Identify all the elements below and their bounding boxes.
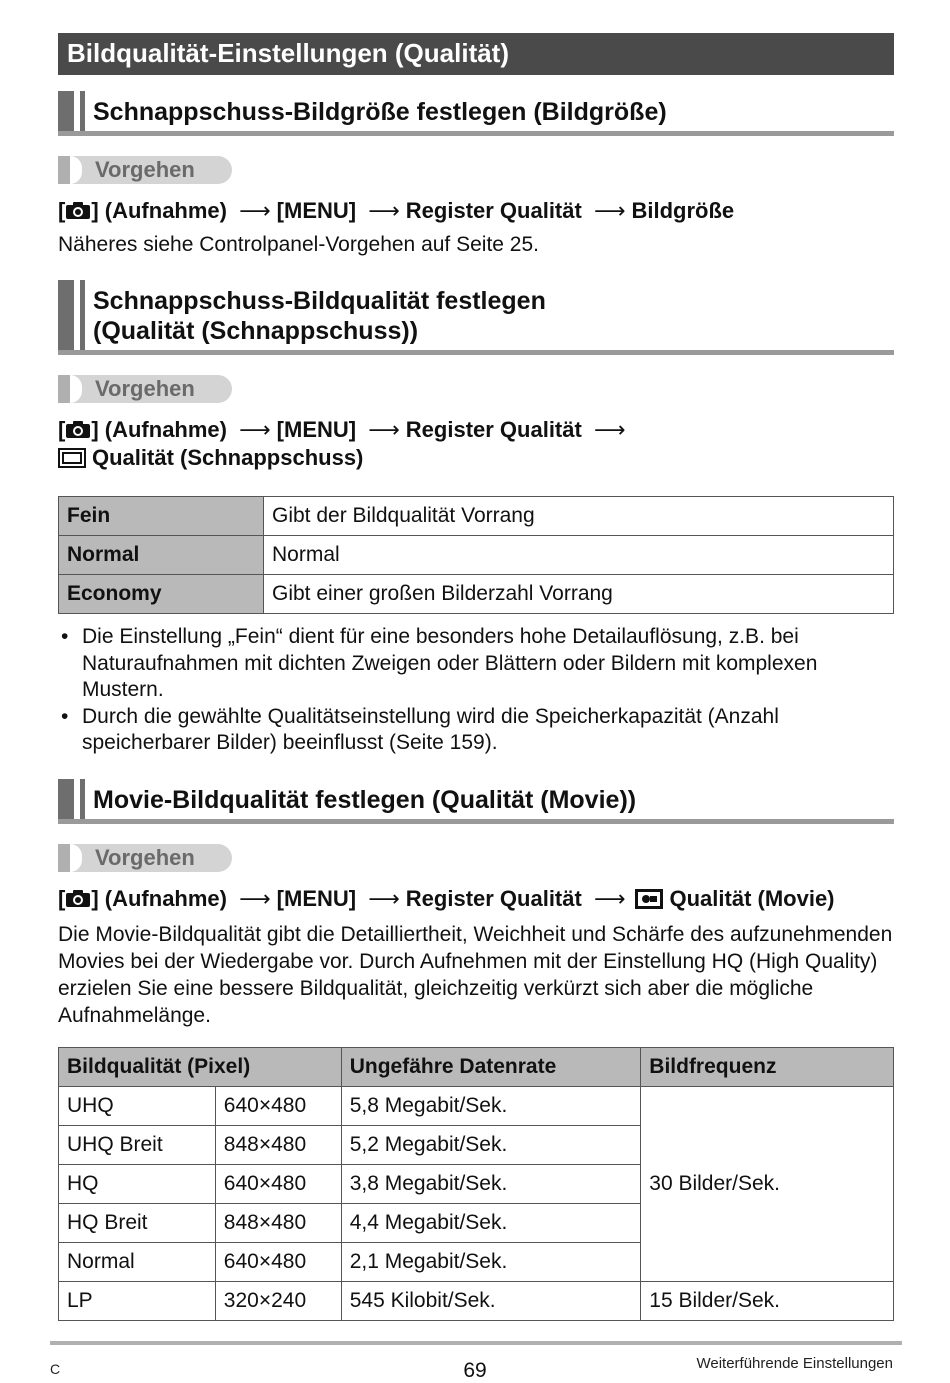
table-row	[59, 497, 894, 536]
movie-quality-table	[58, 1047, 894, 1321]
quality-setting-cell: Economy	[59, 575, 264, 614]
movie-rate-cell: 2,1 Megabit/Sek.	[341, 1242, 641, 1281]
camera-icon	[65, 421, 91, 439]
section-heading-bildgroesse	[58, 91, 894, 136]
movie-quality-name-cell: LP	[59, 1281, 216, 1320]
movie-quality-icon	[634, 888, 664, 910]
footer-section-title: Weiterführende Einstellungen	[696, 1355, 893, 1372]
arrow-right-icon: ⟶	[239, 198, 271, 223]
movie-quality-name-cell: HQ Breit	[59, 1203, 216, 1242]
movie-quality-name-cell: HQ	[59, 1164, 216, 1203]
table-row	[59, 1281, 894, 1320]
list-item: • Die Einstellung „Fein“ dient für eine besonders hohe Detailauflösung, z.B. bei Naturaufnahmen mit dichten Zweigen oder Blättern oder Bildern mit komplexen Mustern.	[58, 624, 894, 704]
procedure-path-qualitaet-movie: [ ] (Aufnahme) ⟶ [MENU] ⟶ Register Qualität ⟶ Qualität (Movie)	[58, 885, 835, 911]
column-header-rate: Ungefähre Datenrate	[341, 1047, 641, 1086]
vorgehen-label: Vorgehen	[58, 375, 232, 403]
movie-rate-cell: 545 Kilobit/Sek.	[341, 1281, 641, 1320]
quality-description-cell: Gibt der Bildqualität Vorrang	[264, 497, 894, 536]
movie-pixels-cell: 640×480	[215, 1164, 341, 1203]
arrow-right-icon: ⟶	[239, 885, 271, 911]
page-number: 69	[463, 1359, 487, 1382]
movie-fps-cell: 15 Bilder/Sek.	[641, 1281, 894, 1320]
arrow-right-icon: ⟶	[368, 885, 400, 911]
arrow-right-icon: ⟶	[593, 198, 626, 223]
section-heading-text: (Qualität (Schnappschuss))	[93, 317, 419, 345]
movie-fps-cell: 30 Bilder/Sek.	[641, 1086, 894, 1281]
still-quality-icon	[58, 448, 86, 468]
footer-left-mark: C	[50, 1361, 61, 1377]
procedure-path-qualitaet-schnappschuss: [ ] (Aufnahme) ⟶ [MENU] ⟶ Register Qualität ⟶ Qualität (Schnappschuss)	[58, 417, 626, 470]
quality-setting-cell: Normal	[59, 536, 264, 575]
arrow-right-icon: ⟶	[593, 885, 626, 911]
vorgehen-label: Vorgehen	[58, 156, 232, 184]
page-title: Bildqualität-Einstellungen (Qualität)	[58, 33, 894, 75]
arrow-right-icon: ⟶	[239, 417, 271, 442]
section-heading-text: Movie-Bildqualität festlegen (Qualität (Movie))	[93, 785, 637, 814]
section-heading-qualitaet-movie	[58, 779, 894, 824]
table-row	[59, 536, 894, 575]
movie-rate-cell: 4,4 Megabit/Sek.	[341, 1203, 641, 1242]
still-quality-table	[58, 496, 894, 614]
footer-divider	[50, 1341, 902, 1345]
procedure-path-bildgroesse: [ ] (Aufnahme) ⟶ [MENU] ⟶ Register Qualität ⟶ Bildgröße	[58, 198, 735, 223]
movie-pixels-cell: 848×480	[215, 1203, 341, 1242]
page	[58, 33, 894, 1321]
camera-icon	[65, 202, 91, 220]
column-header-fps: Bildfrequenz	[641, 1047, 894, 1086]
movie-pixels-cell: 320×240	[215, 1281, 341, 1320]
movie-quality-name-cell: Normal	[59, 1242, 216, 1281]
quality-setting-cell: Fein	[59, 497, 264, 536]
heading-bar	[80, 779, 85, 819]
arrow-right-icon: ⟶	[593, 417, 626, 442]
heading-bar	[80, 91, 85, 131]
movie-rate-cell: 3,8 Megabit/Sek.	[341, 1164, 641, 1203]
heading-bar	[58, 91, 74, 131]
vorgehen-label: Vorgehen	[58, 844, 232, 872]
table-row	[59, 575, 894, 614]
movie-description: Die Movie-Bildqualität gibt die Detailliertheit, Weichheit und Schärfe des aufzunehmenden Movies bei der Wiedergabe vor. Durch Aufnehmen mit der Einstellung HQ (High Quality) erzielen Sie eine bessere Bildqualität, gleichzeitig verkürzt sich aber die mögliche Aufnahmelänge.	[58, 922, 893, 1027]
quality-description-cell: Gibt einer großen Bilderzahl Vorrang	[264, 575, 894, 614]
list-item: • Durch die gewählte Qualitätseinstellung wird die Speicherkapazität (Anzahl speicherbarer Bilder) beeinflusst (Seite 159).	[58, 704, 894, 757]
heading-bar	[58, 779, 74, 819]
movie-rate-cell: 5,8 Megabit/Sek.	[341, 1086, 641, 1125]
movie-pixels-cell: 848×480	[215, 1125, 341, 1164]
heading-bar	[80, 280, 85, 350]
movie-pixels-cell: 640×480	[215, 1086, 341, 1125]
movie-rate-cell: 5,2 Megabit/Sek.	[341, 1125, 641, 1164]
arrow-right-icon: ⟶	[368, 198, 400, 223]
column-header-quality: Bildqualität (Pixel)	[59, 1047, 342, 1086]
movie-quality-name-cell: UHQ Breit	[59, 1125, 216, 1164]
quality-description-cell: Normal	[264, 536, 894, 575]
movie-pixels-cell: 640×480	[215, 1242, 341, 1281]
section-heading-qualitaet-schnappschuss	[58, 280, 894, 355]
section-heading-text: Schnappschuss-Bildgröße festlegen (Bildgröße)	[93, 98, 667, 126]
arrow-right-icon: ⟶	[368, 417, 400, 442]
movie-quality-name-cell: UHQ	[59, 1086, 216, 1125]
heading-bar	[58, 280, 74, 350]
note-text: Näheres siehe Controlpanel-Vorgehen auf Seite 25.	[58, 233, 539, 256]
still-quality-notes	[58, 624, 894, 757]
table-row	[59, 1086, 894, 1125]
section-heading-text: Schnappschuss-Bildqualität festlegen	[93, 287, 546, 315]
camera-icon	[65, 890, 91, 908]
